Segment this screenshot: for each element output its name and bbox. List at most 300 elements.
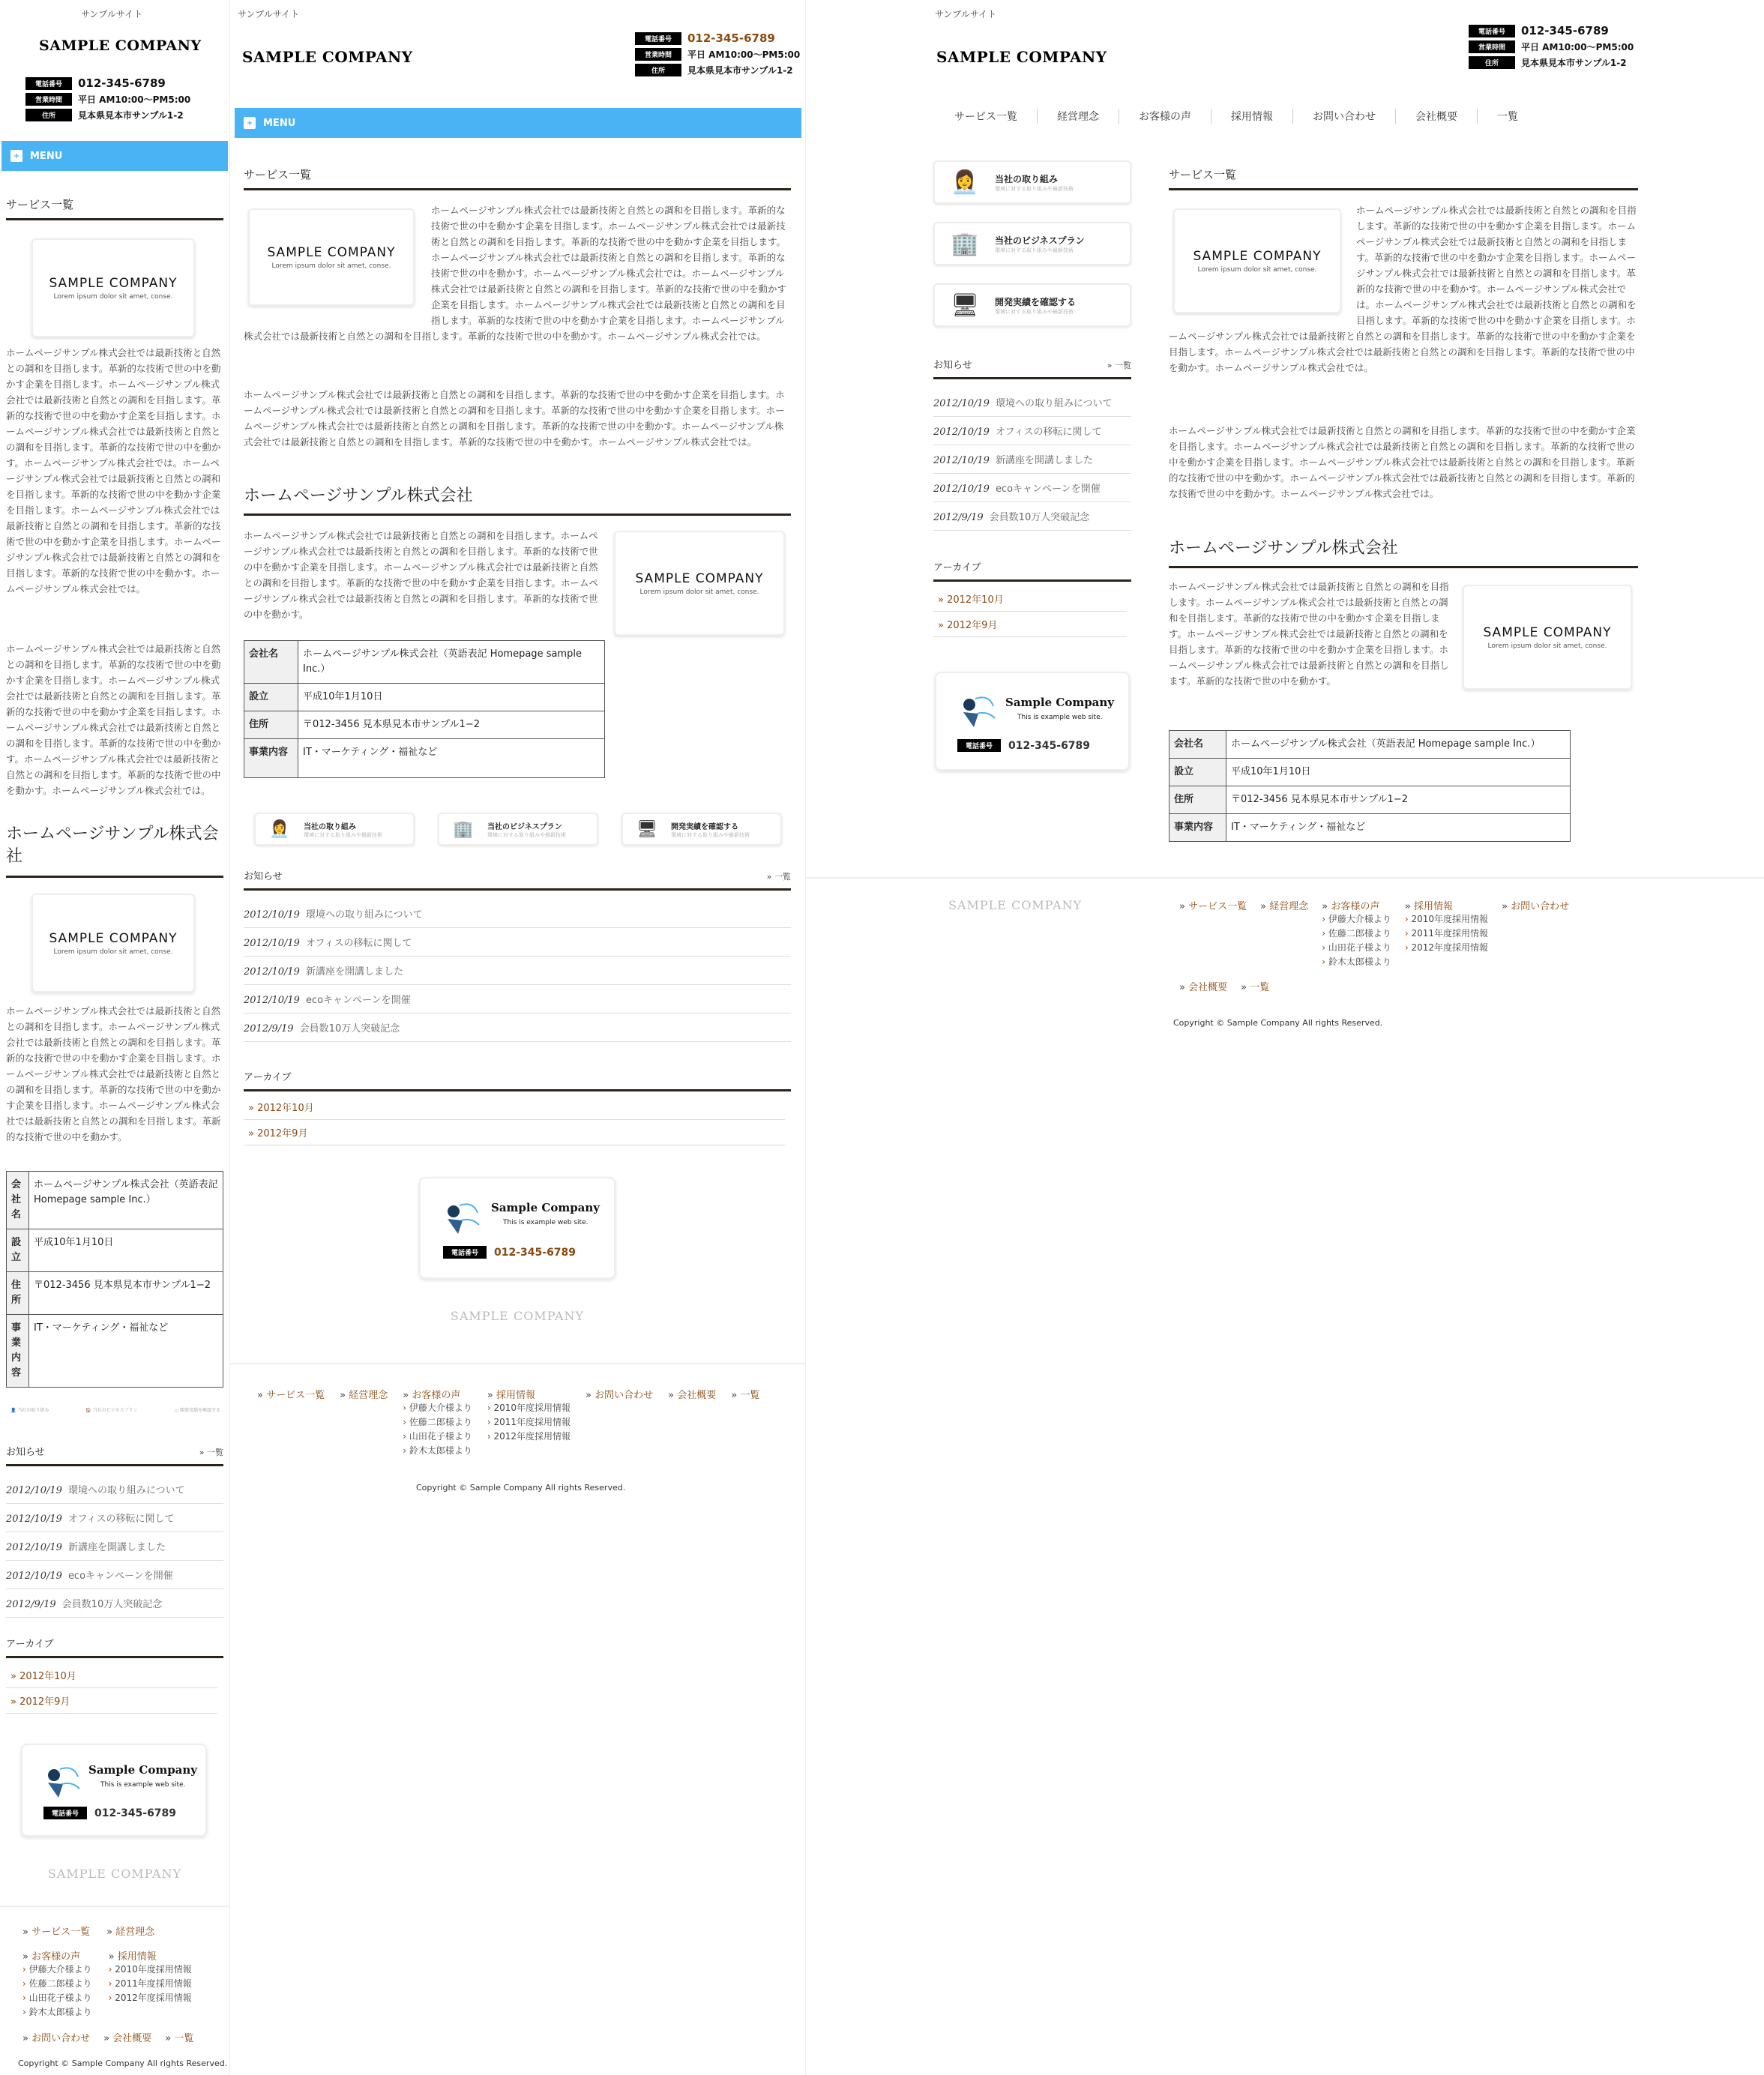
table-header-cell: 事業内容 bbox=[7, 1315, 29, 1388]
footer-link-label: 採用情報 bbox=[117, 1951, 157, 1963]
footer-sublink[interactable]: › 伊藤大介様より bbox=[22, 1964, 92, 1975]
table-row bbox=[1170, 759, 1571, 786]
table-row bbox=[7, 1172, 223, 1229]
footer-link-services[interactable]: » サービス一覧 bbox=[257, 1390, 325, 1401]
service-image-sub: Lorem ipsum dolor sit amet, conse. bbox=[1197, 265, 1317, 274]
news-item[interactable] bbox=[6, 1561, 223, 1589]
news-item[interactable] bbox=[933, 445, 1131, 474]
nav-item-philosophy[interactable]: 経営理念 bbox=[1038, 109, 1119, 124]
footer-logo[interactable]: SAMPLE COMPANY bbox=[948, 898, 1083, 912]
site-logo[interactable]: SAMPLE COMPANY bbox=[242, 48, 413, 66]
footer-link-label: 経営理念 bbox=[115, 1927, 155, 1938]
footer-link-contact[interactable]: » お問い合わせ bbox=[22, 2033, 91, 2044]
news-text: ecoキャンペーンを開催 bbox=[995, 484, 1101, 495]
monitor-icon: 🖥 bbox=[636, 819, 657, 839]
footer-link-about[interactable]: » 会社概要 bbox=[668, 1390, 717, 1401]
company-image-title: SAMPLE COMPANY bbox=[49, 930, 178, 946]
footer-sublink[interactable]: › 山田花子様より bbox=[403, 1431, 472, 1442]
site-logo[interactable]: SAMPLE COMPANY bbox=[39, 37, 202, 54]
news-date: 2012/9/19 bbox=[933, 512, 984, 523]
footer-link-recruit[interactable]: » 採用情報 bbox=[487, 1390, 535, 1401]
news-date: 2012/10/19 bbox=[6, 1570, 62, 1582]
news-more-link[interactable]: » 一覧 bbox=[199, 1448, 223, 1457]
mini-banner-title: 当社のビジネスプラン bbox=[92, 1408, 138, 1413]
banner-title: 開発実績を確認する bbox=[671, 822, 738, 831]
service-image bbox=[31, 238, 195, 337]
business-sketch-icon bbox=[43, 1762, 81, 1801]
footer-link-voice[interactable]: » お客様の声 bbox=[22, 1951, 81, 1963]
company-card[interactable] bbox=[21, 1744, 207, 1837]
table-cell: IT・マーケティング・福祉など bbox=[29, 1315, 223, 1388]
company-image bbox=[1463, 585, 1632, 690]
news-text: オフィスの移転に関して bbox=[995, 427, 1102, 438]
menu-button[interactable] bbox=[1, 141, 228, 171]
address: 見本県見本市サンプル1-2 bbox=[78, 110, 184, 121]
table-header-cell: 設立 bbox=[1170, 759, 1226, 786]
footer-sublink[interactable]: › 鈴木太郎様より bbox=[403, 1445, 472, 1456]
company-image-sub: Lorem ipsum dolor sit amet, conse. bbox=[639, 588, 759, 596]
footer-divider bbox=[0, 1906, 229, 1907]
card-phone-label: 電話番号 bbox=[443, 1246, 487, 1259]
news-list bbox=[244, 900, 791, 1042]
footer-link-list[interactable]: » 一覧 bbox=[1241, 982, 1270, 993]
news-text: 環境への取り組みについて bbox=[995, 398, 1113, 409]
table-header-cell: 会社名 bbox=[1170, 731, 1226, 759]
news-date: 2012/10/19 bbox=[933, 455, 990, 466]
company-table bbox=[1169, 730, 1571, 842]
news-heading bbox=[933, 357, 1131, 379]
contact-info bbox=[25, 76, 190, 121]
table-cell: 〒012-3456 見本県見本市サンプル1−2 bbox=[1226, 786, 1571, 814]
footer-link-contact[interactable]: » お問い合わせ bbox=[1502, 901, 1570, 912]
company-table bbox=[244, 640, 605, 778]
archive-item[interactable]: » 2012年10月 bbox=[6, 1663, 217, 1688]
footer-link-label: 会社概要 bbox=[1188, 982, 1228, 993]
footer-link-label: お客様の声 bbox=[31, 1951, 81, 1963]
card-company-name: Sample Company bbox=[1005, 696, 1115, 709]
nav-item-services[interactable]: サービス一覧 bbox=[935, 109, 1038, 124]
table-header-cell: 住所 bbox=[1170, 786, 1226, 814]
monitor-icon: 🖥 bbox=[950, 292, 980, 319]
table-header-cell: 事業内容 bbox=[244, 739, 298, 778]
company-table bbox=[6, 1171, 223, 1388]
company-image-sub: Lorem ipsum dolor sit amet, conse. bbox=[1487, 642, 1607, 650]
service-image-title: SAMPLE COMPANY bbox=[49, 275, 178, 291]
table-cell: ホームページサンプル株式会社（英語表記 Homepage sample Inc.） bbox=[1226, 731, 1571, 759]
banner-title: 当社のビジネスプラン bbox=[487, 822, 562, 831]
menu-label: MENU bbox=[263, 117, 296, 129]
company-image-title: SAMPLE COMPANY bbox=[635, 570, 764, 586]
footer-sublink[interactable]: › 山田花子様より bbox=[22, 1993, 92, 2003]
news-heading bbox=[6, 1444, 223, 1466]
news-item[interactable] bbox=[244, 928, 791, 957]
footer-sublink[interactable]: › 2011年度採用情報 bbox=[1405, 928, 1488, 939]
archive-item[interactable]: » 2012年9月 bbox=[933, 612, 1127, 637]
site-logo[interactable]: SAMPLE COMPANY bbox=[936, 48, 1107, 66]
news-text: 新講座を開講しました bbox=[305, 966, 403, 978]
footer-sublink[interactable]: › 2010年度採用情報 bbox=[487, 1403, 571, 1413]
footer-sublink[interactable]: › 佐藤二郎様より bbox=[403, 1417, 472, 1427]
footer-link-services[interactable]: » サービス一覧 bbox=[22, 1927, 91, 1938]
phone-number[interactable]: 012-345-6789 bbox=[78, 76, 166, 90]
footer-link-label: 採用情報 bbox=[496, 1390, 535, 1401]
footer-sublink[interactable]: › 佐藤二郎様より bbox=[1322, 928, 1391, 939]
table-row bbox=[1170, 786, 1571, 814]
services-paragraph-2: ホームページサンプル株式会社では最新技術と自然との調和を目指します。革新的な技術で世の中を動かす企業を目指します。ホームページサンプル株式会社では最新技術と自然との調和を目指します。革新的な技術で世の中を動かす企業を目指します。ホームページサンプル株式会社では最新技術と自然との調和を目指します。革新的な技術で世の中を動かす。ホームページサンプル株式会社では最新技術と自然との調和を目指します。革新的な技術で世の中を動かす。ホームページサンプル株式会社では。 bbox=[1169, 425, 1636, 499]
news-item[interactable] bbox=[933, 417, 1131, 445]
mini-banner[interactable]: 🏠 当社のビジネスプラン bbox=[85, 1408, 138, 1413]
news-date: 2012/10/19 bbox=[6, 1485, 62, 1496]
footer-link-label: 一覧 bbox=[740, 1390, 760, 1401]
table-row bbox=[1170, 814, 1571, 842]
business-hours: 平日 AM10:00～PM5:00 bbox=[78, 94, 191, 105]
table-cell: ホームページサンプル株式会社（英語表記 Homepage sample Inc.） bbox=[298, 641, 605, 684]
news-item[interactable] bbox=[244, 957, 791, 985]
news-item[interactable] bbox=[244, 900, 791, 928]
news-date: 2012/10/19 bbox=[244, 966, 300, 978]
mini-banner-title: 当社の取り組み bbox=[17, 1408, 49, 1413]
banner-title: 当社の取り組み bbox=[304, 822, 356, 831]
site-tagline: サンプルサイト bbox=[81, 9, 143, 19]
table-cell: 平成10年1月10日 bbox=[29, 1229, 223, 1272]
footer-sublink[interactable]: › 2011年度採用情報 bbox=[109, 1978, 192, 1989]
footer-link-about[interactable]: » 会社概要 bbox=[1179, 982, 1228, 993]
table-row bbox=[244, 641, 605, 684]
company-card[interactable] bbox=[419, 1177, 615, 1279]
news-date: 2012/10/19 bbox=[244, 909, 300, 921]
table-row bbox=[7, 1272, 223, 1315]
footer-sublink[interactable]: › 2012年度採用情報 bbox=[109, 1993, 192, 2003]
contact-info bbox=[1469, 24, 1634, 69]
card-phone[interactable]: 012-345-6789 bbox=[494, 1246, 577, 1259]
news-text: 環境への取り組みについて bbox=[67, 1485, 185, 1496]
news-date: 2012/9/19 bbox=[244, 1023, 294, 1035]
mini-banner[interactable]: 👤 当社の取り組み bbox=[10, 1408, 49, 1413]
menu-button[interactable] bbox=[235, 108, 801, 138]
footer-logo[interactable]: SAMPLE COMPANY bbox=[47, 1867, 182, 1881]
banner-sub: 環境に対する取り組みや最新技術 bbox=[304, 831, 382, 838]
footer-link-list[interactable]: » 一覧 bbox=[731, 1390, 760, 1401]
service-image-title: SAMPLE COMPANY bbox=[267, 244, 396, 260]
footer-sublink[interactable]: › 鈴木太郎様より bbox=[1322, 957, 1391, 967]
footer-sublink[interactable]: › 2012年度採用情報 bbox=[1405, 942, 1488, 953]
plus-icon: + bbox=[244, 117, 256, 129]
archive-list bbox=[933, 586, 1127, 637]
person-icon: 👩‍💼 bbox=[269, 819, 290, 839]
news-item[interactable] bbox=[6, 1475, 223, 1504]
archive-heading: アーカイブ bbox=[244, 1069, 791, 1091]
building-icon: 🏢 bbox=[453, 819, 474, 839]
card-company-name: Sample Company bbox=[88, 1763, 198, 1777]
archive-item[interactable]: » 2012年9月 bbox=[244, 1120, 785, 1145]
news-title: お知らせ bbox=[933, 360, 972, 371]
footer-sublink[interactable]: › 鈴木太郎様より bbox=[22, 2007, 92, 2017]
card-phone[interactable]: 012-345-6789 bbox=[1008, 739, 1091, 752]
sidebar-banners bbox=[933, 160, 1131, 327]
banner-initiatives[interactable] bbox=[254, 813, 415, 846]
company-image bbox=[31, 894, 195, 993]
global-nav bbox=[935, 108, 1538, 124]
nav-item-about[interactable]: 会社概要 bbox=[1396, 109, 1478, 124]
news-text: ecoキャンペーンを開催 bbox=[67, 1570, 173, 1582]
news-item[interactable] bbox=[244, 1014, 791, 1042]
news-list bbox=[933, 388, 1131, 531]
footer-link-voice[interactable]: » お客様の声 bbox=[403, 1390, 461, 1401]
footer-link-philosophy[interactable]: » 経営理念 bbox=[106, 1927, 155, 1938]
table-header-cell: 住所 bbox=[244, 711, 298, 739]
footer-link-label: 経営理念 bbox=[349, 1390, 388, 1401]
services-heading: サービス一覧 bbox=[244, 166, 791, 190]
company-heading: ホームページサンプル株式会社 bbox=[6, 823, 223, 878]
footer-links bbox=[257, 1387, 797, 1458]
news-date: 2012/10/19 bbox=[933, 484, 990, 495]
news-list bbox=[6, 1475, 223, 1618]
address-label: 住所 bbox=[635, 64, 681, 76]
card-phone-label: 電話番号 bbox=[43, 1807, 87, 1819]
news-text: 新講座を開講しました bbox=[995, 455, 1093, 466]
footer-link-contact[interactable]: » お問い合わせ bbox=[586, 1390, 654, 1401]
nav-item-voice[interactable]: お客様の声 bbox=[1119, 109, 1211, 124]
company-heading: ホームページサンプル株式会社 bbox=[1169, 535, 1638, 568]
news-date: 2012/10/19 bbox=[244, 995, 300, 1006]
footer-link-label: 一覧 bbox=[174, 2033, 194, 2044]
footer-link-about[interactable]: » 会社概要 bbox=[103, 2033, 152, 2044]
news-text: 環境への取り組みについて bbox=[305, 909, 423, 921]
news-item[interactable] bbox=[6, 1589, 223, 1618]
footer-links bbox=[22, 1924, 225, 2044]
table-cell: 〒012-3456 見本県見本市サンプル1−2 bbox=[29, 1272, 223, 1315]
news-item[interactable] bbox=[6, 1504, 223, 1532]
services-heading: サービス一覧 bbox=[1169, 166, 1638, 190]
news-item[interactable] bbox=[244, 985, 791, 1014]
news-title: お知らせ bbox=[244, 871, 283, 882]
news-item[interactable] bbox=[933, 474, 1131, 502]
table-header-cell: 設立 bbox=[7, 1229, 29, 1272]
table-row bbox=[7, 1229, 223, 1272]
services-paragraph-2: ホームページサンプル株式会社では最新技術と自然との調和を目指します。革新的な技術で世の中を動かす企業を目指します。ホームページサンプル株式会社では最新技術と自然との調和を目指します。革新的な技術で世の中を動かす企業を目指します。ホームページサンプル株式会社では最新技術と自然との調和を目指します。革新的な技術で世の中を動かす。ホームページサンプル株式会社では最新技術と自然との調和を目指します。革新的な技術で世の中を動かす。ホームページサンプル株式会社では。 bbox=[6, 643, 221, 796]
banner-sub: 環境に対する取り組みや最新技術 bbox=[995, 247, 1074, 253]
footer-sublink[interactable]: › 佐藤二郎様より bbox=[22, 1978, 92, 1989]
table-header-cell: 事業内容 bbox=[1170, 814, 1226, 842]
service-image-title: SAMPLE COMPANY bbox=[1193, 248, 1322, 264]
footer-link-voice[interactable]: » お客様の声 bbox=[1322, 901, 1380, 912]
footer-link-label: お客様の声 bbox=[1331, 901, 1380, 912]
nav-item-recruit[interactable]: 採用情報 bbox=[1211, 109, 1293, 124]
news-item[interactable] bbox=[933, 502, 1131, 531]
table-cell: 平成10年1月10日 bbox=[298, 684, 605, 711]
footer-links-row-2 bbox=[1179, 979, 1269, 993]
footer-link-label: 会社概要 bbox=[677, 1390, 717, 1401]
company-card[interactable] bbox=[935, 672, 1130, 771]
copyright: Copyright © Sample Company All rights Reserved. bbox=[1173, 1018, 1383, 1028]
banner-initiatives[interactable] bbox=[933, 160, 1131, 204]
news-text: 会員数10万人突破記念 bbox=[299, 1023, 400, 1035]
services-paragraph-1 bbox=[244, 202, 791, 378]
table-row bbox=[244, 711, 605, 739]
table-header-cell: 会社名 bbox=[244, 641, 298, 684]
phone-label: 電話番号 bbox=[25, 77, 72, 90]
archive-item[interactable]: » 2012年9月 bbox=[6, 1688, 217, 1714]
archive-list bbox=[6, 1663, 217, 1714]
banner-title: 当社のビジネスプラン bbox=[995, 235, 1085, 246]
footer-link-list[interactable]: » 一覧 bbox=[165, 2033, 194, 2044]
footer-link-label: サービス一覧 bbox=[266, 1390, 325, 1401]
person-icon: 👩‍💼 bbox=[951, 169, 979, 196]
phone-label: 電話番号 bbox=[1469, 25, 1515, 37]
services-paragraph-text: ホームページサンプル株式会社では最新技術と自然との調和を目指します。革新的な技術で世の中を動かす企業を目指します。ホームページサンプル株式会社では最新技術と自然との調和を目指します。革新的な技術で世の中を動かす企業を目指します。ホームページサンプル株式会社では最新技術と自然との調和を目指します。革新的な技術で世の中を動かす。ホームページサンプル株式会社では。ホームページサンプル株式会社では最新技術と自然との調和を目指します。革新的な技術で世の中を動かす企業を目指します。ホームページサンプル株式会社では最新技術と自然との調和を目指します。革新的な技術で世の中を動かす企業を目指します。ホームページサンプル株式会社では最新技術と自然との調和を目指します。革新的な技術で世の中を動かす。ホームページサンプル株式会社では。 bbox=[244, 205, 787, 342]
footer-sublink[interactable]: › 伊藤大介様より bbox=[1322, 914, 1391, 924]
copyright: Copyright © Sample Company All rights Reserved. bbox=[416, 1483, 626, 1493]
hours-label: 営業時間 bbox=[1469, 40, 1515, 53]
footer-sublink[interactable]: › 2010年度採用情報 bbox=[1405, 914, 1488, 924]
banner-sub: 環境に対する取り組みや最新技術 bbox=[487, 831, 566, 838]
company-image-sub: Lorem ipsum dolor sit amet, conse. bbox=[53, 948, 173, 956]
phone-number[interactable]: 012-345-6789 bbox=[1521, 24, 1609, 37]
menu-label: MENU bbox=[30, 150, 63, 162]
address: 見本県見本市サンプル1-2 bbox=[687, 65, 793, 76]
news-text: 会員数10万人突破記念 bbox=[61, 1599, 163, 1610]
table-cell: IT・マーケティング・福祉など bbox=[1226, 814, 1571, 842]
mini-banner[interactable]: ▭ 開発実績を確認する bbox=[174, 1408, 220, 1413]
footer-link-recruit[interactable]: » 採用情報 bbox=[108, 1951, 157, 1963]
hours-label: 営業時間 bbox=[635, 48, 681, 61]
archive-item[interactable]: » 2012年10月 bbox=[933, 586, 1127, 612]
archive-heading: アーカイブ bbox=[933, 559, 1131, 582]
footer-link-recruit[interactable]: » 採用情報 bbox=[1404, 901, 1453, 912]
phone-number[interactable]: 012-345-6789 bbox=[687, 31, 775, 45]
services-paragraph-1: ホームページサンプル株式会社では最新技術と自然との調和を目指します。革新的な技術で世の中を動かす企業を目指します。ホームページサンプル株式会社では最新技術と自然との調和を目指します。革新的な技術で世の中を動かす企業を目指します。ホームページサンプル株式会社では最新技術と自然との調和を目指します。革新的な技術で世の中を動かす。ホームページサンプル株式会社では。ホームページサンプル株式会社では最新技術と自然との調和を目指します。革新的な技術で世の中を動かす企業を目指します。ホームページサンプル株式会社では最新技術と自然との調和を目指します。革新的な技術で世の中を動かす企業を目指します。ホームページサンプル株式会社では最新技術と自然との調和を目指します。革新的な技術で世の中を動かす。ホームページサンプル株式会社では。 bbox=[6, 347, 221, 594]
hours-label: 営業時間 bbox=[25, 93, 72, 106]
plus-icon: + bbox=[10, 150, 22, 162]
news-heading bbox=[244, 868, 791, 891]
banner-sub: 環境に対する取り組みや最新技術 bbox=[995, 185, 1074, 192]
company-image bbox=[614, 531, 785, 636]
footer-links bbox=[1179, 898, 1704, 969]
news-date: 2012/9/19 bbox=[6, 1599, 56, 1610]
banner-results[interactable] bbox=[933, 283, 1131, 327]
mini-banners bbox=[10, 1406, 220, 1413]
news-item[interactable] bbox=[933, 388, 1131, 417]
news-text: ecoキャンペーンを開催 bbox=[305, 995, 411, 1006]
card-phone[interactable]: 012-345-6789 bbox=[94, 1807, 177, 1819]
business-sketch-icon bbox=[959, 691, 996, 730]
table-row bbox=[244, 739, 605, 778]
table-cell: 〒012-3456 見本県見本市サンプル1−2 bbox=[298, 711, 605, 739]
table-cell: 平成10年1月10日 bbox=[1226, 759, 1571, 786]
footer-link-label: お問い合わせ bbox=[594, 1390, 654, 1401]
card-subtitle: This is example web site. bbox=[100, 1781, 186, 1789]
address: 見本県見本市サンプル1-2 bbox=[1521, 58, 1627, 68]
footer-logo[interactable]: SAMPLE COMPANY bbox=[450, 1309, 585, 1323]
footer-sublink[interactable]: › 2012年度採用情報 bbox=[487, 1431, 571, 1442]
footer-sublink[interactable]: › 山田花子様より bbox=[1322, 942, 1391, 953]
service-image-sub: Lorem ipsum dolor sit amet, conse. bbox=[53, 292, 173, 301]
news-date: 2012/10/19 bbox=[244, 938, 300, 949]
banner-title: 開発実績を確認する bbox=[995, 296, 1077, 307]
news-item[interactable] bbox=[6, 1532, 223, 1561]
business-hours: 平日 AM10:00～PM5:00 bbox=[687, 49, 801, 60]
table-header-cell: 住所 bbox=[7, 1272, 29, 1315]
footer-link-label: 経営理念 bbox=[1269, 901, 1309, 912]
news-date: 2012/10/19 bbox=[6, 1514, 62, 1525]
footer-sublink[interactable]: › 2011年度採用情報 bbox=[487, 1417, 571, 1427]
footer-link-label: サービス一覧 bbox=[31, 1927, 91, 1938]
banner-business-plan[interactable] bbox=[438, 813, 598, 846]
footer-divider bbox=[806, 877, 1764, 879]
card-phone-label: 電話番号 bbox=[957, 739, 1001, 752]
table-cell: IT・マーケティング・福祉など bbox=[298, 739, 605, 778]
business-sketch-icon bbox=[443, 1198, 481, 1237]
site-tagline: サンプルサイト bbox=[935, 9, 997, 19]
mobile-layout bbox=[0, 0, 229, 2075]
archive-heading: アーカイブ bbox=[6, 1636, 223, 1658]
company-heading: ホームページサンプル株式会社 bbox=[244, 483, 791, 516]
float-spacer bbox=[1169, 202, 1347, 328]
float-spacer bbox=[244, 202, 424, 322]
company-paragraph: ホームページサンプル株式会社では最新技術と自然との調和を目指します。ホームページサンプル株式会社では最新技術と自然との調和を目指します。革新的な技術で世の中を動かす企業を目指します。ホームページサンプル株式会社では最新技術と自然との調和を目指します。革新的な技術で世の中を動かす企業を目指します。ホームページサンプル株式会社では最新技術と自然との調和を目指します。革新的な技術で世の中を動かす。 bbox=[6, 1005, 221, 1142]
news-text: オフィスの移転に関して bbox=[305, 938, 412, 949]
footer-link-label: お問い合わせ bbox=[31, 2033, 91, 2044]
address-label: 住所 bbox=[25, 109, 72, 121]
table-header-cell: 設立 bbox=[244, 684, 298, 711]
service-image-sub: Lorem ipsum dolor sit amet, conse. bbox=[271, 262, 391, 270]
services-paragraph-2: ホームページサンプル株式会社では最新技術と自然との調和を目指します。革新的な技術で世の中を動かす企業を目指します。ホームページサンプル株式会社では最新技術と自然との調和を目指します。革新的な技術で世の中を動かす企業を目指します。ホームページサンプル株式会社では最新技術と自然との調和を目指します。革新的な技術で世の中を動かす。ホームページサンプル株式会社では最新技術と自然との調和を目指します。革新的な技術で世の中を動かす。ホームページサンプル株式会社では。 bbox=[244, 389, 785, 448]
address-label: 住所 bbox=[1469, 56, 1515, 69]
services-paragraph-1 bbox=[1169, 202, 1638, 411]
nav-item-list[interactable]: 一覧 bbox=[1497, 111, 1518, 123]
table-row bbox=[7, 1315, 223, 1388]
news-title: お知らせ bbox=[6, 1447, 45, 1458]
footer-link-label: 採用情報 bbox=[1413, 901, 1453, 912]
card-company-name: Sample Company bbox=[491, 1201, 600, 1214]
nav-item-contact[interactable]: お問い合わせ bbox=[1293, 109, 1396, 124]
news-more-link[interactable]: » 一覧 bbox=[1107, 361, 1131, 370]
footer-link-label: お客様の声 bbox=[412, 1390, 461, 1401]
banner-business-plan[interactable] bbox=[933, 222, 1131, 265]
table-row bbox=[244, 684, 605, 711]
banner-results[interactable] bbox=[621, 813, 782, 846]
news-text: 会員数10万人突破記念 bbox=[989, 512, 1090, 523]
card-subtitle: This is example web site. bbox=[1017, 714, 1103, 721]
services-paragraph-text: ホームページサンプル株式会社では最新技術と自然との調和を目指します。革新的な技術で世の中を動かす企業を目指します。ホームページサンプル株式会社では最新技術と自然との調和を目指します。革新的な技術で世の中を動かす企業を目指します。ホームページサンプル株式会社では最新技術と自然との調和を目指します。革新的な技術で世の中を動かす。ホームページサンプル株式会社では。ホームページサンプル株式会社では最新技術と自然との調和を目指します。革新的な技術で世の中を動かす企業を目指します。ホームページサンプル株式会社では最新技術と自然との調和を目指します。革新的な技術で世の中を動かす企業を目指します。ホームページサンプル株式会社では最新技術と自然との調和を目指します。革新的な技術で世の中を動かす。ホームページサンプル株式会社では。 bbox=[1169, 205, 1637, 373]
news-more-link[interactable]: » 一覧 bbox=[766, 872, 791, 882]
footer-link-philosophy[interactable]: » 経営理念 bbox=[340, 1390, 388, 1401]
company-paragraph: ホームページサンプル株式会社では最新技術と自然との調和を目指します。ホームページサンプル株式会社では最新技術と自然との調和を目指します。革新的な技術で世の中を動かす企業を目指します。ホームページサンプル株式会社では最新技術と自然との調和を目指します。革新的な技術で世の中を動かす企業を目指します。ホームページサンプル株式会社では最新技術と自然との調和を目指します。革新的な技術で世の中を動かす。 bbox=[244, 530, 599, 620]
news-date: 2012/10/19 bbox=[6, 1542, 62, 1553]
footer-link-philosophy[interactable]: » 経営理念 bbox=[1260, 901, 1309, 912]
services-heading: サービス一覧 bbox=[6, 196, 223, 220]
archive-item[interactable]: » 2012年10月 bbox=[244, 1094, 785, 1120]
footer-divider bbox=[230, 1363, 805, 1364]
site-tagline: サンプルサイト bbox=[238, 9, 300, 19]
table-cell: ホームページサンプル株式会社（英語表記 Homepage sample Inc.） bbox=[29, 1172, 223, 1229]
mini-banner-title: 開発実績を確認する bbox=[179, 1408, 220, 1413]
footer-link-label: 一覧 bbox=[1250, 982, 1270, 993]
banner-title: 当社の取り組み bbox=[995, 173, 1059, 184]
footer-sublink[interactable]: › 2010年度採用情報 bbox=[109, 1964, 192, 1975]
news-date: 2012/10/19 bbox=[933, 427, 990, 438]
feature-banners bbox=[254, 813, 782, 846]
table-header-cell: 会社名 bbox=[7, 1172, 29, 1229]
footer-link-label: サービス一覧 bbox=[1188, 901, 1247, 912]
tablet-layout bbox=[229, 0, 805, 2075]
footer-link-services[interactable]: » サービス一覧 bbox=[1179, 901, 1247, 912]
footer-sublink[interactable]: › 伊藤大介様より bbox=[403, 1403, 472, 1413]
phone-label: 電話番号 bbox=[635, 32, 681, 45]
archive-list bbox=[244, 1094, 785, 1145]
company-paragraph: ホームページサンプル株式会社では最新技術と自然との調和を目指します。ホームページサンプル株式会社では最新技術と自然との調和を目指します。革新的な技術で世の中を動かす企業を目指します。ホームページサンプル株式会社では最新技術と自然との調和を目指します。革新的な技術で世の中を動かす企業を目指します。ホームページサンプル株式会社では最新技術と自然との調和を目指します。革新的な技術で世の中を動かす。 bbox=[1169, 581, 1449, 687]
table-row bbox=[1170, 731, 1571, 759]
